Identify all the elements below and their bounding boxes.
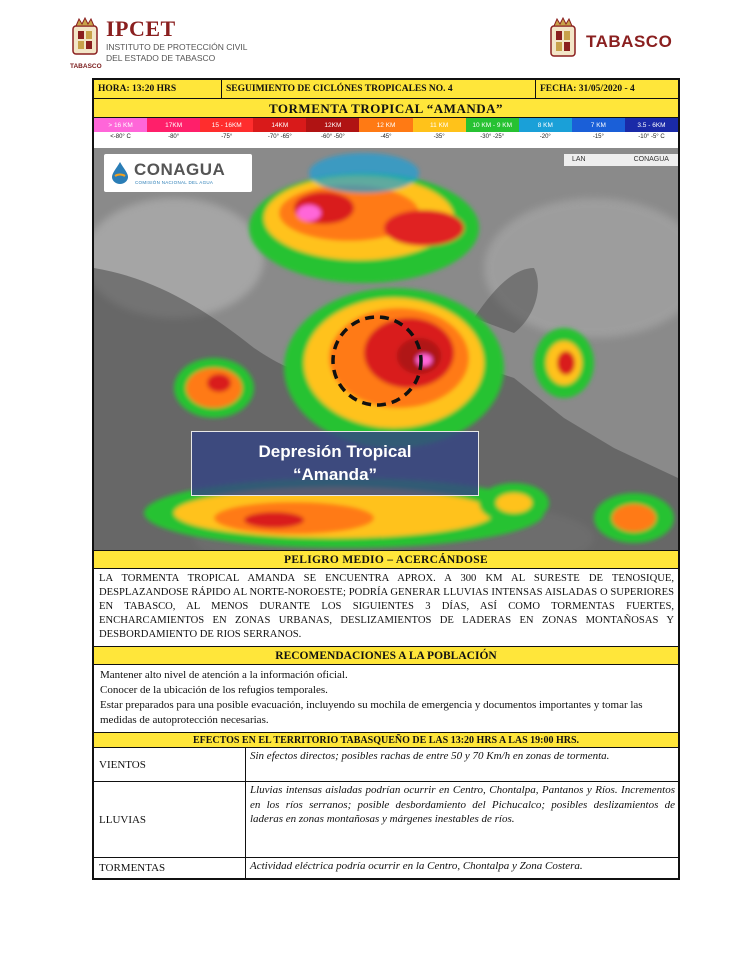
- scale-cell: 8 KM: [519, 118, 572, 132]
- effects-title: EFECTOS EN EL TERRITORIO TABASQUEÑO DE LAS 13:20 HRS A LAS 19:00 HRS.: [94, 733, 678, 748]
- lan-credit-text: LAN: [572, 156, 586, 163]
- ipcet-seal-icon: [70, 16, 100, 62]
- scale-cell: 10 KM - 9 KM: [466, 118, 519, 132]
- bulletin-table: [92, 78, 680, 880]
- effects-row-storms: [94, 858, 678, 878]
- scale-cell: 12KM: [306, 118, 359, 132]
- scale-temp: -30° -25°: [480, 134, 505, 140]
- page-header: [0, 0, 750, 80]
- tabasco-seal-icon: [548, 16, 578, 62]
- lan-credit-right: CONAGUA: [633, 156, 669, 163]
- recommendations-list: [94, 665, 678, 733]
- effects-row-text: Sin efectos directos; posibles rachas de entre 50 y 70 Km/h en zonas de tormenta.: [250, 750, 610, 762]
- conagua-drop-icon: [109, 161, 131, 185]
- ipcet-title: IPCET: [106, 16, 176, 41]
- recommendations-title: RECOMENDACIONES A LA POBLACIÓN: [94, 647, 678, 665]
- scale-temp: -70° -65°: [267, 134, 292, 140]
- bulletin-meta-row: [94, 80, 678, 99]
- effects-row-name: TORMENTAS: [94, 858, 246, 878]
- scale-cell: 7 KM: [572, 118, 625, 132]
- scale-temperatures: [94, 132, 678, 142]
- scale-cell: 12 KM: [359, 118, 412, 132]
- scale-temp: -15°: [592, 134, 604, 140]
- effects-row-text: Actividad eléctrica podría ocurrir en la Centro, Chontalpa y Zona Costera.: [250, 860, 583, 872]
- effects-row-winds: [94, 748, 678, 782]
- bulletin-tracking-title: SEGUIMIENTO DE CICLÓNES TROPICALES NO. 4: [222, 80, 536, 98]
- scale-cell: 14KM: [253, 118, 306, 132]
- scale-temp: -80°: [168, 134, 180, 140]
- scale-cell: 17KM: [147, 118, 200, 132]
- lan-credit: [564, 154, 678, 166]
- depression-label-line-2: “Amanda”: [292, 465, 378, 484]
- effects-row-name: VIENTOS: [94, 748, 246, 781]
- tabasco-title: TABASCO: [586, 32, 673, 51]
- bulletin-date: FECHA: 31/05/2020 - 4: [540, 84, 635, 94]
- ipcet-subtitle-line-1: INSTITUTO DE PROTECCIÓN CIVIL: [106, 42, 248, 52]
- conagua-logo-subtext: COMISIÓN NACIONAL DEL AGUA: [135, 180, 214, 185]
- ipcet-subtitle: [106, 42, 248, 64]
- satellite-image: [94, 118, 678, 551]
- storm-description: LA TORMENTA TROPICAL AMANDA SE ENCUENTRA APROX. A 300 KM AL SURESTE DE TENOSIQUE, DESPLAZANDOSE RÁPIDO AL NORTE-NOROESTE; PODRÍA GENERAR LLUVIAS INTENSAS AISLADAS O SUPERIORES EN TABASCO, AL MENOS DURANTE LOS SIGUIENTES 3 DÍAS, ASÍ COMO TORMENTAS FUERTES, ENCHARCAMIENTOS EN ZONAS URBANAS, DESLIZAMIENTOS DE LADERAS EN ZONAS MONTAÑOSAS Y DESBORDAMIENTO DE RIOS SERRANOS.: [94, 569, 678, 647]
- scale-temp: -75°: [221, 134, 233, 140]
- depression-label: [191, 431, 479, 496]
- scale-temp: -20°: [539, 134, 551, 140]
- bulletin-time: HORA: 13:20 HRS: [94, 80, 222, 98]
- scale-cell: 15 - 16KM: [200, 118, 253, 132]
- depression-label-line-1: Depresión Tropical: [258, 442, 412, 461]
- conagua-logo-text: CONAGUA: [134, 160, 226, 179]
- effects-table: [94, 748, 678, 878]
- conagua-logo: [104, 154, 252, 192]
- ipcet-subtitle-line-2: DEL ESTADO DE TABASCO: [106, 53, 216, 63]
- effects-row-rain: [94, 782, 678, 858]
- effects-row-name: LLUVIAS: [94, 782, 246, 857]
- scale-cell: 11 KM: [413, 118, 466, 132]
- recommendation-item: Conocer de la ubicación de los refugios temporales.: [100, 684, 328, 696]
- scale-cell: > 16 KM: [94, 118, 147, 132]
- effects-row-text: Lluvias intensas aisladas podrían ocurrir en Centro, Chontalpa, Pantanos y Ríos. Incrementos en los ríos serranos; posible desbordamiento del Pichucalco; posibles deslizamientos de laderas en zonas montañosas y márgenes inestables de ríos.: [250, 784, 675, 826]
- storm-title: TORMENTA TROPICAL “AMANDA”: [94, 99, 678, 118]
- scale-temp: <-80° C: [110, 134, 131, 140]
- ipcet-seal-caption: TABASCO: [70, 63, 102, 70]
- scale-cells: [94, 118, 678, 132]
- recommendation-item: Estar preparados para una posible evacuación, incluyendo su mochila de emergencia y documentos importantes y tomar las medidas de autoprotección necesarias.: [100, 699, 643, 726]
- danger-level: PELIGRO MEDIO – ACERCÁNDOSE: [94, 551, 678, 569]
- scale-temp: -45°: [380, 134, 392, 140]
- recommendation-item: Mantener alto nivel de atención a la información oficial.: [100, 669, 348, 681]
- scale-temp: -10° -5° C: [638, 134, 665, 140]
- scale-temp: -35°: [433, 134, 445, 140]
- scale-cell: 3.5 - 6KM: [625, 118, 678, 132]
- cloud-top-scale: [94, 118, 678, 148]
- scale-temp: -60° -50°: [321, 134, 345, 140]
